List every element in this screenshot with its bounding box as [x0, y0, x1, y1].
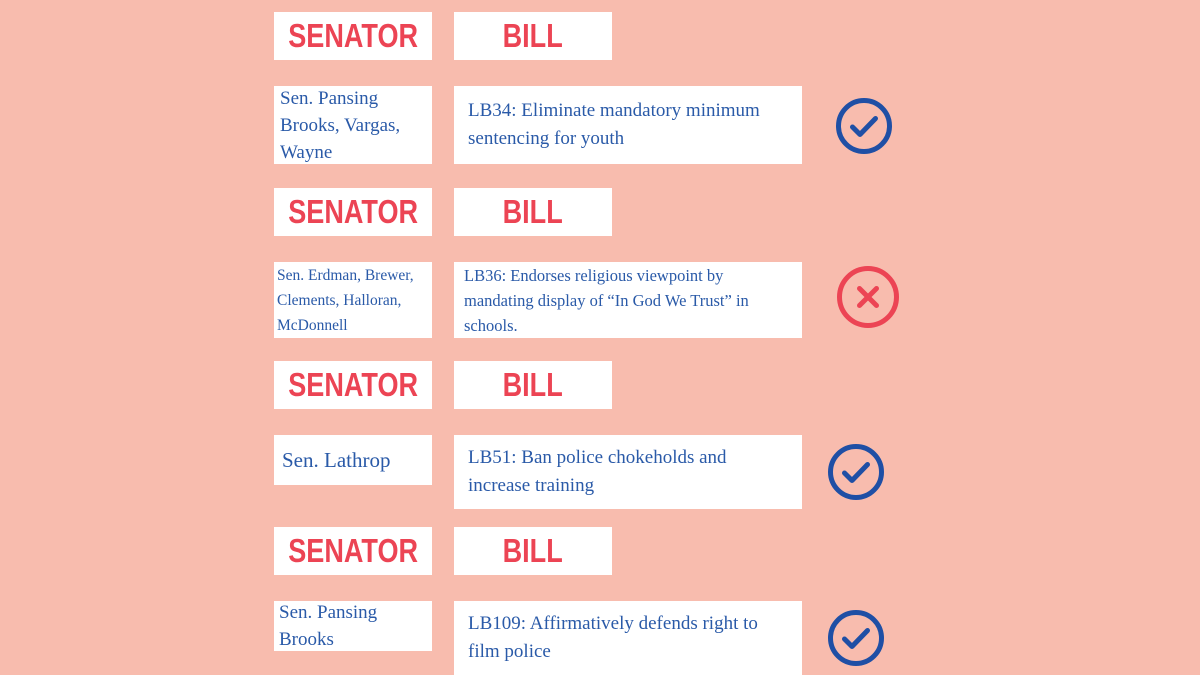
bill-header-3: BILL	[454, 361, 612, 409]
senator-cell-2: Sen. Erdman, Brewer, Clements, Halloran, McDonnell	[274, 262, 432, 338]
bill-cell-4: LB109: Affirmatively defends right to film police	[454, 601, 802, 675]
senator-header-3: SENATOR	[274, 361, 432, 409]
x-circle-icon	[835, 264, 901, 330]
senator-cell-1: Sen. Pansing Brooks, Vargas, Wayne	[274, 86, 432, 164]
bill-header-2: BILL	[454, 188, 612, 236]
bill-cell-1: LB34: Eliminate mandatory minimum sentencing for youth	[454, 86, 802, 164]
senator-cell-4: Sen. Pansing Brooks	[274, 601, 432, 651]
senator-cell-3: Sen. Lathrop	[274, 435, 432, 485]
bill-header-1: BILL	[454, 12, 612, 60]
check-circle-icon	[834, 96, 894, 156]
senator-header-1: SENATOR	[274, 12, 432, 60]
bill-header-4: BILL	[454, 527, 612, 575]
bill-cell-3: LB51: Ban police chokeholds and increase training	[454, 435, 802, 509]
check-circle-icon	[826, 442, 886, 502]
senator-header-2: SENATOR	[274, 188, 432, 236]
senator-header-4: SENATOR	[274, 527, 432, 575]
bill-cell-2: LB36: Endorses religious viewpoint by mandating display of “In God We Trust” in schools.	[454, 262, 802, 338]
check-circle-icon	[826, 608, 886, 668]
